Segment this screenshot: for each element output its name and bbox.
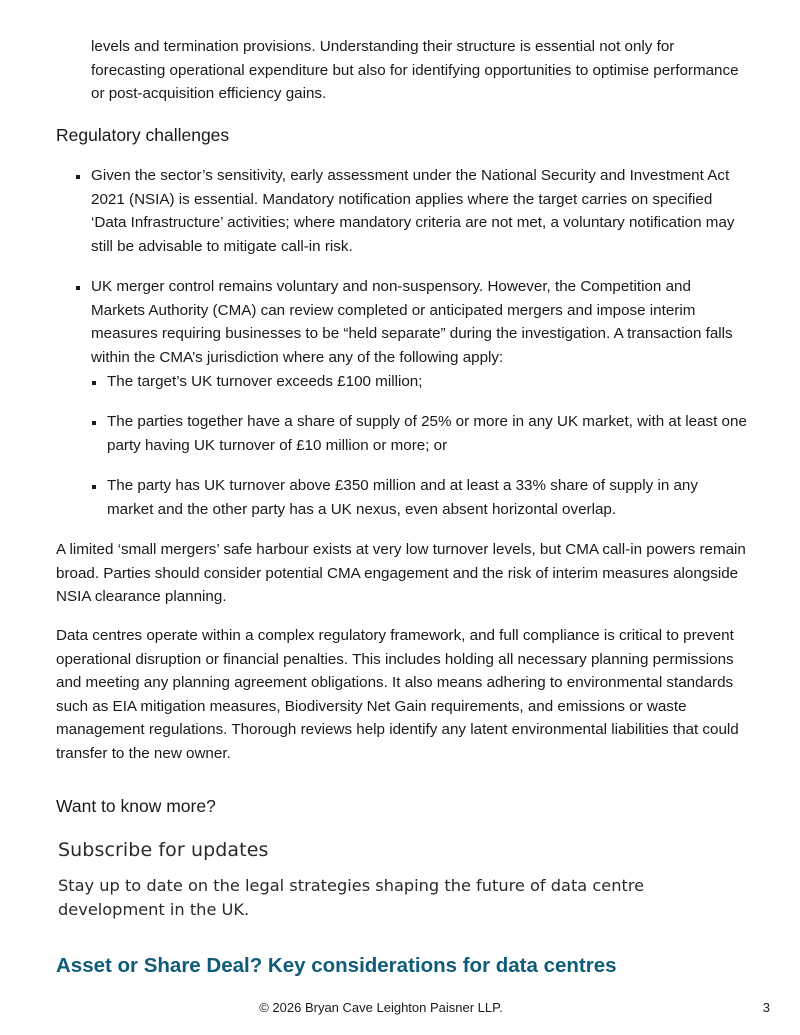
subscribe-heading[interactable]: Subscribe for updates	[58, 839, 269, 861]
bullet-square-icon	[76, 175, 80, 179]
list-item-nsia	[91, 164, 741, 258]
sub-list-item-text: The party has UK turnover above £350 million and at least a 33% share of supply in any market and the other party has a UK nexus, even absent horizontal overlap.	[107, 477, 698, 518]
sub-list-item-text: The target’s UK turnover exceeds £100 million;	[107, 373, 423, 390]
want-to-know-more-heading: Want to know more?	[56, 796, 216, 816]
next-article-link[interactable]: Asset or Share Deal? Key considerations for data centres	[56, 954, 617, 977]
regulatory-challenges-heading: Regulatory challenges	[56, 125, 230, 145]
copyright-text: © 2026 Bryan Cave Leighton Paisner LLP.	[259, 1000, 503, 1015]
bullet-square-icon	[92, 485, 96, 489]
bullet-square-icon	[92, 421, 96, 425]
sub-list-item-share-of-supply	[107, 410, 747, 457]
bullet-square-icon	[92, 381, 96, 385]
page-number: 3	[762, 1000, 770, 1015]
list-item-text: Given the sector’s sensitivity, early assessment under the National Security and Investment Act 2021 (NSIA) is essential. Mandatory notification applies where the target carries on specified ‘Data Infrastructure’ activities; where mandatory criteria are not met, a voluntary notification may still be advisable to mitigate call-in risk.	[91, 167, 735, 255]
bullet-square-icon	[76, 286, 80, 290]
safe-harbour-paragraph: A limited ‘small mergers’ safe harbour exists at very low turnover levels, but CMA call-in powers remain broad. Parties should consider potential CMA engagement and the risk of interim measures alongside NSIA clearance planning.	[56, 541, 746, 605]
compliance-paragraph: Data centres operate within a complex regulatory framework, and full compliance is critical to prevent operational disruption or financial penalties. This includes holding all necessary planning permissions and meeting any planning agreement obligations. It also means adhering to environmental standards such as EIA mitigation measures, Biodiversity Net Gain requirements, and emissions or waste management regulations. Thorough reviews help identify any latent environmental liabilities that could transfer to the new owner.	[56, 627, 739, 762]
list-item-merger-control	[91, 275, 741, 369]
sub-list-item-text: The parties together have a share of supply of 25% or more in any UK market, with at least one party having UK turnover of £10 million or more; or	[107, 413, 747, 454]
sub-list-item-turnover	[107, 370, 747, 394]
subscribe-description: Stay up to date on the legal strategies shaping the future of data centre development in the UK.	[58, 876, 645, 919]
sub-list-item-hybrid-test	[107, 474, 747, 521]
list-item-text: UK merger control remains voluntary and non-suspensory. However, the Competition and Markets Authority (CMA) can review completed or anticipated mergers and impose interim measures requiring businesses to be “held separate” during the investigation. A transaction falls within the CMA’s jurisdiction where any of the following apply:	[91, 278, 733, 366]
intro-continuation-paragraph: levels and termination provisions. Understanding their structure is essential not only for forecasting operational expenditure but also for identifying opportunities to optimise performance or post-acquisition efficiency gains.	[91, 38, 739, 102]
